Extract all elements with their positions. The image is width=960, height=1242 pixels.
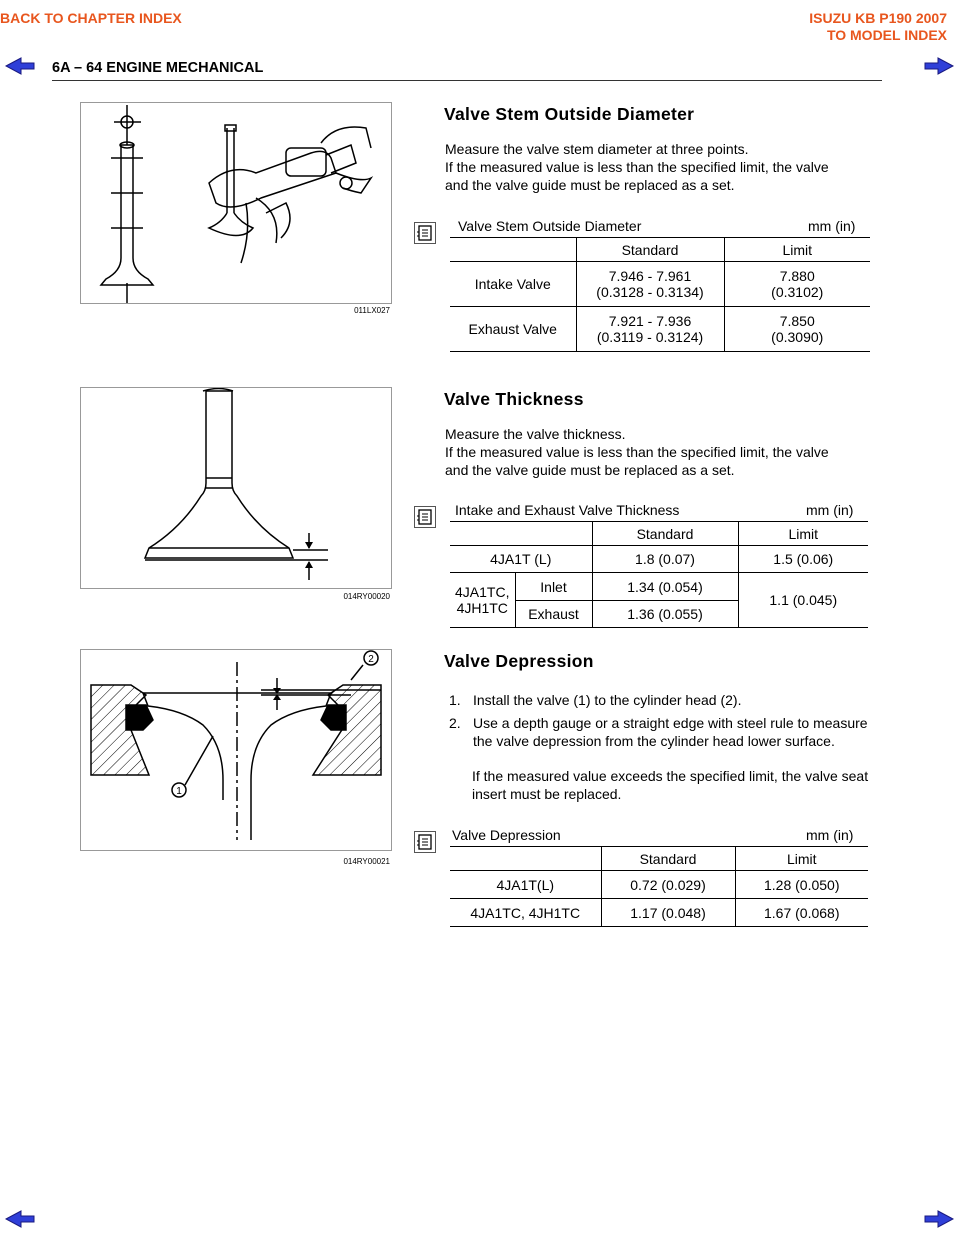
section-description	[445, 425, 895, 479]
list-item	[449, 714, 889, 750]
table-cell: 1.36 (0.055)	[592, 601, 738, 628]
cell-line: 7.921 - 7.936	[608, 313, 692, 329]
table-header-cell: Limit	[735, 847, 868, 871]
back-to-chapter-index-link[interactable]: BACK TO CHAPTER INDEX	[0, 10, 182, 26]
table-cell: 1.67 (0.068)	[735, 899, 868, 927]
table-cell	[724, 307, 870, 352]
para-line: If the measured value is less than the specified limit, the valve	[445, 159, 829, 175]
valve-stem-measurement-figure	[80, 102, 392, 304]
table-unit: mm (in)	[806, 827, 854, 843]
table-header-cell: Standard	[601, 847, 735, 871]
para-line: If the measured value is less than the specified limit, the valve	[445, 444, 829, 460]
table-unit: mm (in)	[808, 218, 856, 234]
valve-stem-micrometer-illustration	[81, 103, 391, 303]
step-number: 2.	[449, 715, 461, 731]
table-unit: mm (in)	[806, 502, 854, 518]
table-cell: 0.72 (0.029)	[601, 871, 735, 899]
next-page-arrow-bottom-icon[interactable]	[924, 1210, 954, 1228]
cell-line: (0.3090)	[771, 329, 824, 345]
model-index-link[interactable]	[809, 10, 947, 44]
table-cell	[724, 262, 870, 307]
table-header-cell	[450, 847, 601, 871]
table-cell: 1.28 (0.050)	[735, 871, 868, 899]
table-cell: 1.1 (0.045)	[738, 573, 868, 628]
table-title: Valve Stem Outside Diameter	[458, 218, 642, 234]
figure-caption: 011LX027	[354, 306, 390, 315]
table-cell: Exhaust Valve	[450, 307, 576, 352]
section-title-valve-stem-outside-diameter: Valve Stem Outside Diameter	[444, 104, 695, 124]
next-page-arrow-icon[interactable]	[924, 57, 954, 75]
valve-depression-figure	[80, 649, 392, 851]
table-title: Valve Depression	[452, 827, 561, 843]
valve-thickness-figure	[80, 387, 392, 589]
to-model-index-label: TO MODEL INDEX	[826, 27, 947, 43]
valve-depression-table	[450, 846, 868, 927]
table-header-cell: Limit	[738, 522, 868, 546]
cell-line: 4JA1TC,	[455, 584, 510, 600]
para-line: and the valve guide must be replaced as a set.	[445, 177, 735, 193]
header-rule	[52, 80, 882, 81]
cell-line: (0.3102)	[771, 284, 824, 300]
valve-stem-diameter-table	[450, 237, 870, 352]
table-header-row	[450, 847, 868, 871]
table-header-cell: Standard	[576, 238, 724, 262]
table-cell: 4JA1T(L)	[450, 871, 601, 899]
step-number: 1.	[449, 692, 461, 708]
table-row	[450, 899, 868, 927]
figure-caption: 014RY00020	[343, 592, 390, 601]
table-cell	[450, 573, 515, 628]
list-item	[449, 691, 889, 709]
valve-thickness-table	[450, 521, 868, 628]
figure-caption: 014RY00021	[343, 857, 390, 866]
table-cell: Intake Valve	[450, 262, 576, 307]
table-header-row	[450, 238, 870, 262]
para-line: Measure the valve thickness.	[445, 426, 626, 442]
table-row	[450, 573, 868, 601]
table-cell: 1.17 (0.048)	[601, 899, 735, 927]
specification-icon	[414, 222, 436, 244]
callout-label: 2	[368, 654, 374, 665]
table-cell: Inlet	[515, 573, 592, 601]
step-text: Use a depth gauge or a straight edge with steel rule to measure the valve depression from the cylinder head lower surface.	[473, 715, 868, 749]
table-cell: Exhaust	[515, 601, 592, 628]
table-header-cell: Limit	[724, 238, 870, 262]
section-title-valve-thickness: Valve Thickness	[444, 389, 584, 409]
cell-line: (0.3128 - 0.3134)	[596, 284, 704, 300]
table-cell: 1.34 (0.054)	[592, 573, 738, 601]
step-note: If the measured value exceeds the specified limit, the valve seat insert must be replaced.	[472, 768, 869, 802]
specification-icon	[414, 506, 436, 528]
para-line: and the valve guide must be replaced as a set.	[445, 462, 735, 478]
table-cell: 1.8 (0.07)	[592, 546, 738, 573]
table-cell: 1.5 (0.06)	[738, 546, 868, 573]
model-title: ISUZU KB P190 2007	[809, 10, 947, 26]
section-title-valve-depression: Valve Depression	[444, 651, 594, 671]
table-row	[450, 307, 870, 352]
table-cell: 4JA1T (L)	[450, 546, 592, 573]
step-text: Install the valve (1) to the cylinder head (2).	[473, 692, 742, 708]
specification-icon	[414, 831, 436, 853]
table-title: Intake and Exhaust Valve Thickness	[455, 502, 680, 518]
table-header-row	[450, 522, 868, 546]
page-header-title: 6A – 64 ENGINE MECHANICAL	[52, 60, 264, 76]
table-row	[450, 262, 870, 307]
table-row	[450, 871, 868, 899]
table-header-cell: Standard	[592, 522, 738, 546]
cell-line: 4JH1TC	[456, 600, 508, 616]
table-header-cell	[450, 238, 576, 262]
table-cell	[576, 262, 724, 307]
table-cell	[576, 307, 724, 352]
cell-line: (0.3119 - 0.3124)	[596, 329, 704, 345]
table-header-cell	[450, 522, 592, 546]
table-cell: 4JA1TC, 4JH1TC	[450, 899, 601, 927]
callout-label: 1	[176, 786, 182, 797]
table-row	[450, 546, 868, 573]
valve-depression-illustration	[81, 650, 391, 850]
section-description	[445, 140, 895, 194]
cell-line: 7.880	[779, 268, 815, 284]
cell-line: 7.946 - 7.961	[608, 268, 692, 284]
procedure-steps	[449, 691, 889, 755]
previous-page-arrow-icon[interactable]	[5, 57, 35, 75]
para-line: Measure the valve stem diameter at three points.	[445, 141, 749, 157]
cell-line: 7.850	[779, 313, 815, 329]
valve-thickness-illustration	[81, 388, 391, 588]
previous-page-arrow-bottom-icon[interactable]	[5, 1210, 35, 1228]
